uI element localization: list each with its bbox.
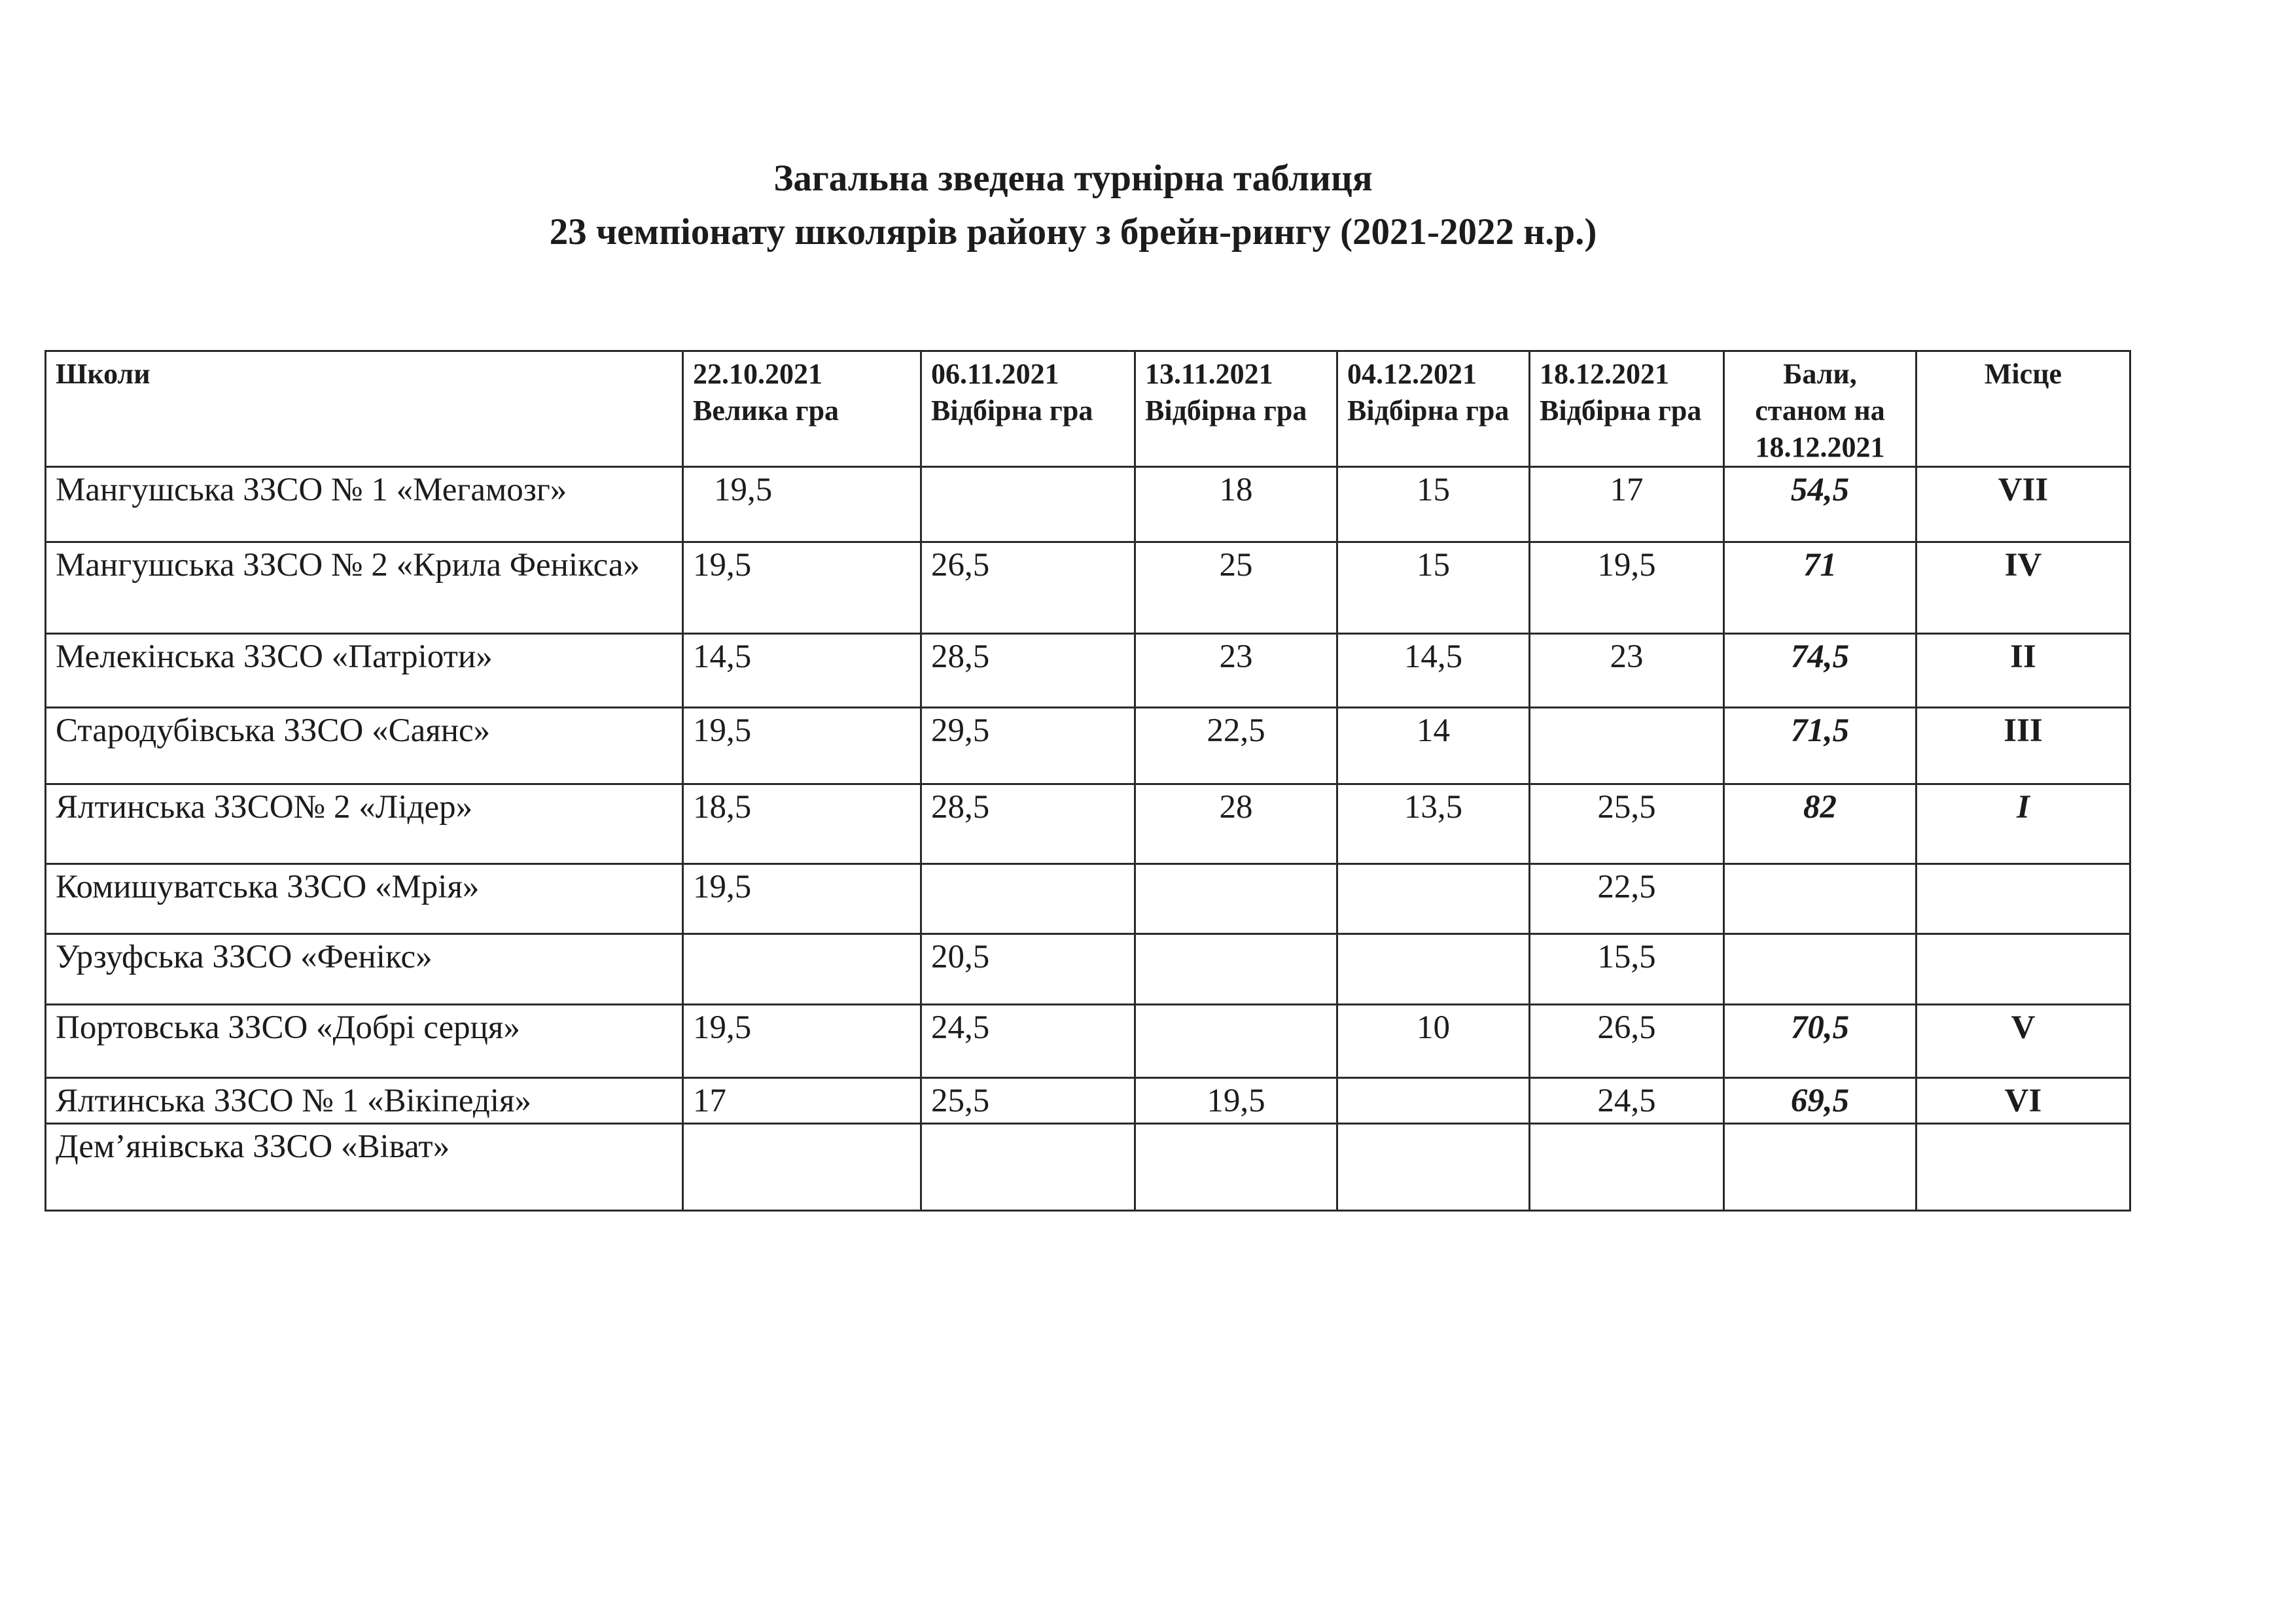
cell-game-5: 19,5 — [1530, 542, 1724, 634]
cell-game-1 — [683, 934, 921, 1005]
cell-game-4 — [1337, 1124, 1530, 1211]
cell-school: Дем’янівська ЗЗСО «Віват» — [46, 1124, 683, 1211]
table-row — [46, 1124, 2130, 1211]
cell-total: 54,5 — [1724, 467, 1916, 542]
cell-game-3 — [1135, 1124, 1337, 1211]
cell-school: Мангушська ЗЗСО № 2 «Крила Фенікса» — [46, 542, 683, 634]
cell-game-4: 15 — [1337, 542, 1530, 634]
cell-game-3 — [1135, 864, 1337, 934]
standings-table — [44, 350, 2131, 1212]
cell-total: 69,5 — [1724, 1078, 1916, 1124]
document-title — [0, 152, 2146, 259]
cell-game-5 — [1530, 1124, 1724, 1211]
header-game-2-type: Відбірна гра — [931, 394, 1093, 427]
cell-place: II — [1916, 634, 2130, 708]
title-line-2: 23 чемпіонату школярів району з брейн-рингу (2021-2022 н.р.) — [549, 211, 1597, 253]
table-row — [46, 864, 2130, 934]
header-place: Місце — [1916, 351, 2130, 467]
cell-game-5 — [1530, 708, 1724, 784]
cell-total: 82 — [1724, 784, 1916, 864]
header-game-5-type: Відбірна гра — [1540, 394, 1702, 427]
cell-game-3: 23 — [1135, 634, 1337, 708]
cell-total — [1724, 1124, 1916, 1211]
cell-school: Ялтинська ЗЗСО № 1 «Вікіпедія» — [46, 1078, 683, 1124]
table-row — [46, 467, 2130, 542]
cell-game-1: 17 — [683, 1078, 921, 1124]
header-school: Школи — [46, 351, 683, 467]
cell-game-2 — [921, 864, 1135, 934]
cell-game-5: 24,5 — [1530, 1078, 1724, 1124]
table-row — [46, 1005, 2130, 1078]
cell-game-3: 28 — [1135, 784, 1337, 864]
cell-game-5: 22,5 — [1530, 864, 1724, 934]
cell-game-2: 28,5 — [921, 634, 1135, 708]
cell-game-4: 10 — [1337, 1005, 1530, 1078]
cell-place: VI — [1916, 1078, 2130, 1124]
cell-game-3: 19,5 — [1135, 1078, 1337, 1124]
header-game-1 — [683, 351, 921, 467]
cell-game-2 — [921, 467, 1135, 542]
cell-game-1 — [683, 1124, 921, 1211]
cell-game-2: 26,5 — [921, 542, 1135, 634]
cell-place: III — [1916, 708, 2130, 784]
cell-game-1: 14,5 — [683, 634, 921, 708]
cell-total — [1724, 934, 1916, 1005]
cell-game-4: 13,5 — [1337, 784, 1530, 864]
cell-game-2: 25,5 — [921, 1078, 1135, 1124]
cell-school: Стародубівська ЗЗСО «Саянс» — [46, 708, 683, 784]
cell-game-1: 19,5 — [683, 1005, 921, 1078]
table-row — [46, 934, 2130, 1005]
cell-game-5: 23 — [1530, 634, 1724, 708]
cell-game-5: 26,5 — [1530, 1005, 1724, 1078]
cell-place: V — [1916, 1005, 2130, 1078]
header-game-5 — [1530, 351, 1724, 467]
cell-game-2: 24,5 — [921, 1005, 1135, 1078]
cell-game-4 — [1337, 934, 1530, 1005]
table-row — [46, 634, 2130, 708]
cell-game-3: 18 — [1135, 467, 1337, 542]
cell-game-5: 25,5 — [1530, 784, 1724, 864]
cell-total: 71,5 — [1724, 708, 1916, 784]
cell-game-1: 19,5 — [683, 864, 921, 934]
cell-game-4: 15 — [1337, 467, 1530, 542]
header-game-3-type: Відбірна гра — [1145, 394, 1307, 427]
table-row — [46, 1078, 2130, 1124]
cell-school: Ялтинська ЗЗСО№ 2 «Лідер» — [46, 784, 683, 864]
header-game-5-date: 18.12.2021 — [1540, 358, 1669, 390]
table-row — [46, 542, 2130, 634]
cell-game-2: 20,5 — [921, 934, 1135, 1005]
cell-game-1: 19,5 — [683, 542, 921, 634]
cell-place: IV — [1916, 542, 2130, 634]
cell-game-1: 18,5 — [683, 784, 921, 864]
cell-game-4: 14,5 — [1337, 634, 1530, 708]
header-game-1-type: Велика гра — [693, 394, 839, 427]
cell-game-5: 15,5 — [1530, 934, 1724, 1005]
title-line-1: Загальна зведена турнірна таблиця — [773, 158, 1373, 199]
cell-school: Мангушська ЗЗСО № 1 «Мегамозг» — [46, 467, 683, 542]
cell-game-1: 19,5 — [683, 708, 921, 784]
cell-game-3 — [1135, 1005, 1337, 1078]
cell-game-4 — [1337, 1078, 1530, 1124]
header-game-4-type: Відбірна гра — [1347, 394, 1510, 427]
cell-total: 74,5 — [1724, 634, 1916, 708]
header-game-1-date: 22.10.2021 — [693, 358, 822, 390]
cell-game-3: 25 — [1135, 542, 1337, 634]
cell-game-1: 19,5 — [683, 467, 921, 542]
header-game-3 — [1135, 351, 1337, 467]
cell-school: Портовська ЗЗСО «Добрі серця» — [46, 1005, 683, 1078]
cell-game-2: 28,5 — [921, 784, 1135, 864]
header-game-2-date: 06.11.2021 — [931, 358, 1059, 390]
header-game-4-date: 04.12.2021 — [1347, 358, 1477, 390]
cell-game-3: 22,5 — [1135, 708, 1337, 784]
cell-place — [1916, 934, 2130, 1005]
cell-game-4: 14 — [1337, 708, 1530, 784]
cell-school: Комишуватська ЗЗСО «Мрія» — [46, 864, 683, 934]
cell-total — [1724, 864, 1916, 934]
header-game-3-date: 13.11.2021 — [1145, 358, 1273, 390]
table-header-row — [46, 351, 2130, 467]
cell-game-3 — [1135, 934, 1337, 1005]
header-game-2 — [921, 351, 1135, 467]
table-row — [46, 708, 2130, 784]
cell-game-5: 17 — [1530, 467, 1724, 542]
cell-game-2 — [921, 1124, 1135, 1211]
header-game-4 — [1337, 351, 1530, 467]
cell-total: 71 — [1724, 542, 1916, 634]
cell-total: 70,5 — [1724, 1005, 1916, 1078]
cell-place — [1916, 864, 2130, 934]
cell-game-4 — [1337, 864, 1530, 934]
cell-place: I — [1916, 784, 2130, 864]
cell-game-2: 29,5 — [921, 708, 1135, 784]
header-total: Бали, станом на 18.12.2021 — [1724, 351, 1916, 467]
cell-place: VII — [1916, 467, 2130, 542]
cell-school: Мелекінська ЗЗСО «Патріоти» — [46, 634, 683, 708]
cell-school: Урзуфська ЗЗСО «Фенікс» — [46, 934, 683, 1005]
cell-place — [1916, 1124, 2130, 1211]
table-row — [46, 784, 2130, 864]
